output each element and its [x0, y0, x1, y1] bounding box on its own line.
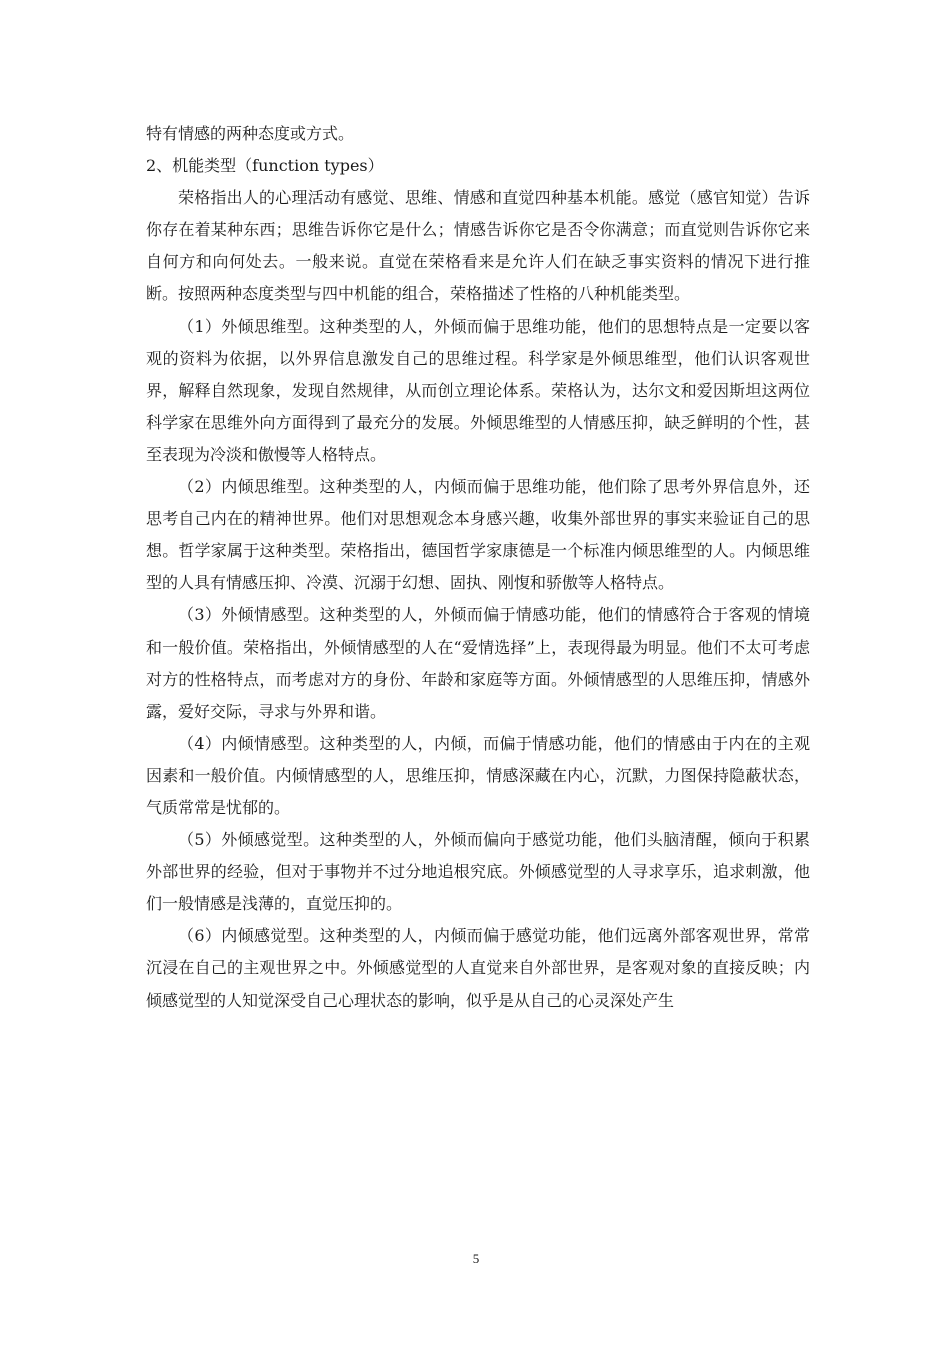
paragraph-intro: 荣格指出人的心理活动有感觉、思维、情感和直觉四种基本机能。感觉（感官知觉）告诉你存在着某种东西；思维告诉你它是什么；情感告诉你它是否令你满意；而直觉则告诉你它来自何方和向何处去。一般来说。直觉在荣格看来是允许人们在缺乏事实资料的情况下进行推断。按照两种态度类型与四中机能的组合，荣格描述了性格的八种机能类型。 [146, 188, 810, 304]
paragraph-type-2: （2）内倾思维型。这种类型的人，内倾而偏于思维功能，他们除了思考外界信息外，还思考自己内在的精神世界。他们对思想观念本身感兴趣，收集外部世界的事实来验证自己的思想。哲学家属于这种类型。荣格指出，德国哲学家康德是一个标准内倾思维型的人。内倾思维型的人具有情感压抑、冷漠、沉溺于幻想、固执、刚愎和骄傲等人格特点。 [146, 477, 810, 593]
paragraph-continuation: 特有情感的两种态度或方式。 [146, 124, 355, 143]
page-number: 5 [472, 1251, 480, 1266]
paragraph-type-6: （6）内倾感觉型。这种类型的人，内倾而偏于感觉功能，他们远离外部客观世界，常常沉浸在自己的主观世界之中。外倾感觉型的人直觉来自外部世界，是客观对象的直接反映；内倾感觉型的人知觉深受自己心理状态的影响，似乎是从自己的心灵深处产生 [146, 926, 810, 1010]
body-text [146, 118, 810, 1017]
paragraph-type-3: （3）外倾情感型。这种类型的人，外倾而偏于情感功能，他们的情感符合于客观的情境和一般价值。荣格指出，外倾情感型的人在“爱情选择”上，表现得最为明显。他们不太可考虑对方的性格特点，而考虑对方的身份、年龄和家庭等方面。外倾情感型的人思维压抑，情感外露，爱好交际，寻求与外界和谐。 [146, 605, 810, 721]
paragraph-type-5: （5）外倾感觉型。这种类型的人，外倾而偏向于感觉功能，他们头脑清醒，倾向于积累外部世界的经验，但对于事物并不过分地追根究底。外倾感觉型的人寻求享乐，追求刺激，他们一般情感是浅薄的，直觉压抑的。 [146, 830, 810, 914]
paragraph-type-4: （4）内倾情感型。这种类型的人，内倾，而偏于情感功能，他们的情感由于内在的主观因素和一般价值。内倾情感型的人，思维压抑，情感深藏在内心，沉默，力图保持隐蔽状态，气质常常是忧郁的。 [146, 733, 810, 817]
section-heading: 2、机能类型（function types） [146, 156, 384, 176]
paragraph-type-1: （1）外倾思维型。这种类型的人，外倾而偏于思维功能，他们的思想特点是一定要以客观的资料为依据，以外界信息激发自己的思维过程。科学家是外倾思维型，他们认识客观世界，解释自然现象，发现自然规律，从而创立理论体系。荣格认为，达尔文和爱因斯坦这两位科学家在思维外向方面得到了最充分的发展。外倾思维型的人情感压抑，缺乏鲜明的个性，甚至表现为冷淡和傲慢等人格特点。 [146, 316, 810, 464]
